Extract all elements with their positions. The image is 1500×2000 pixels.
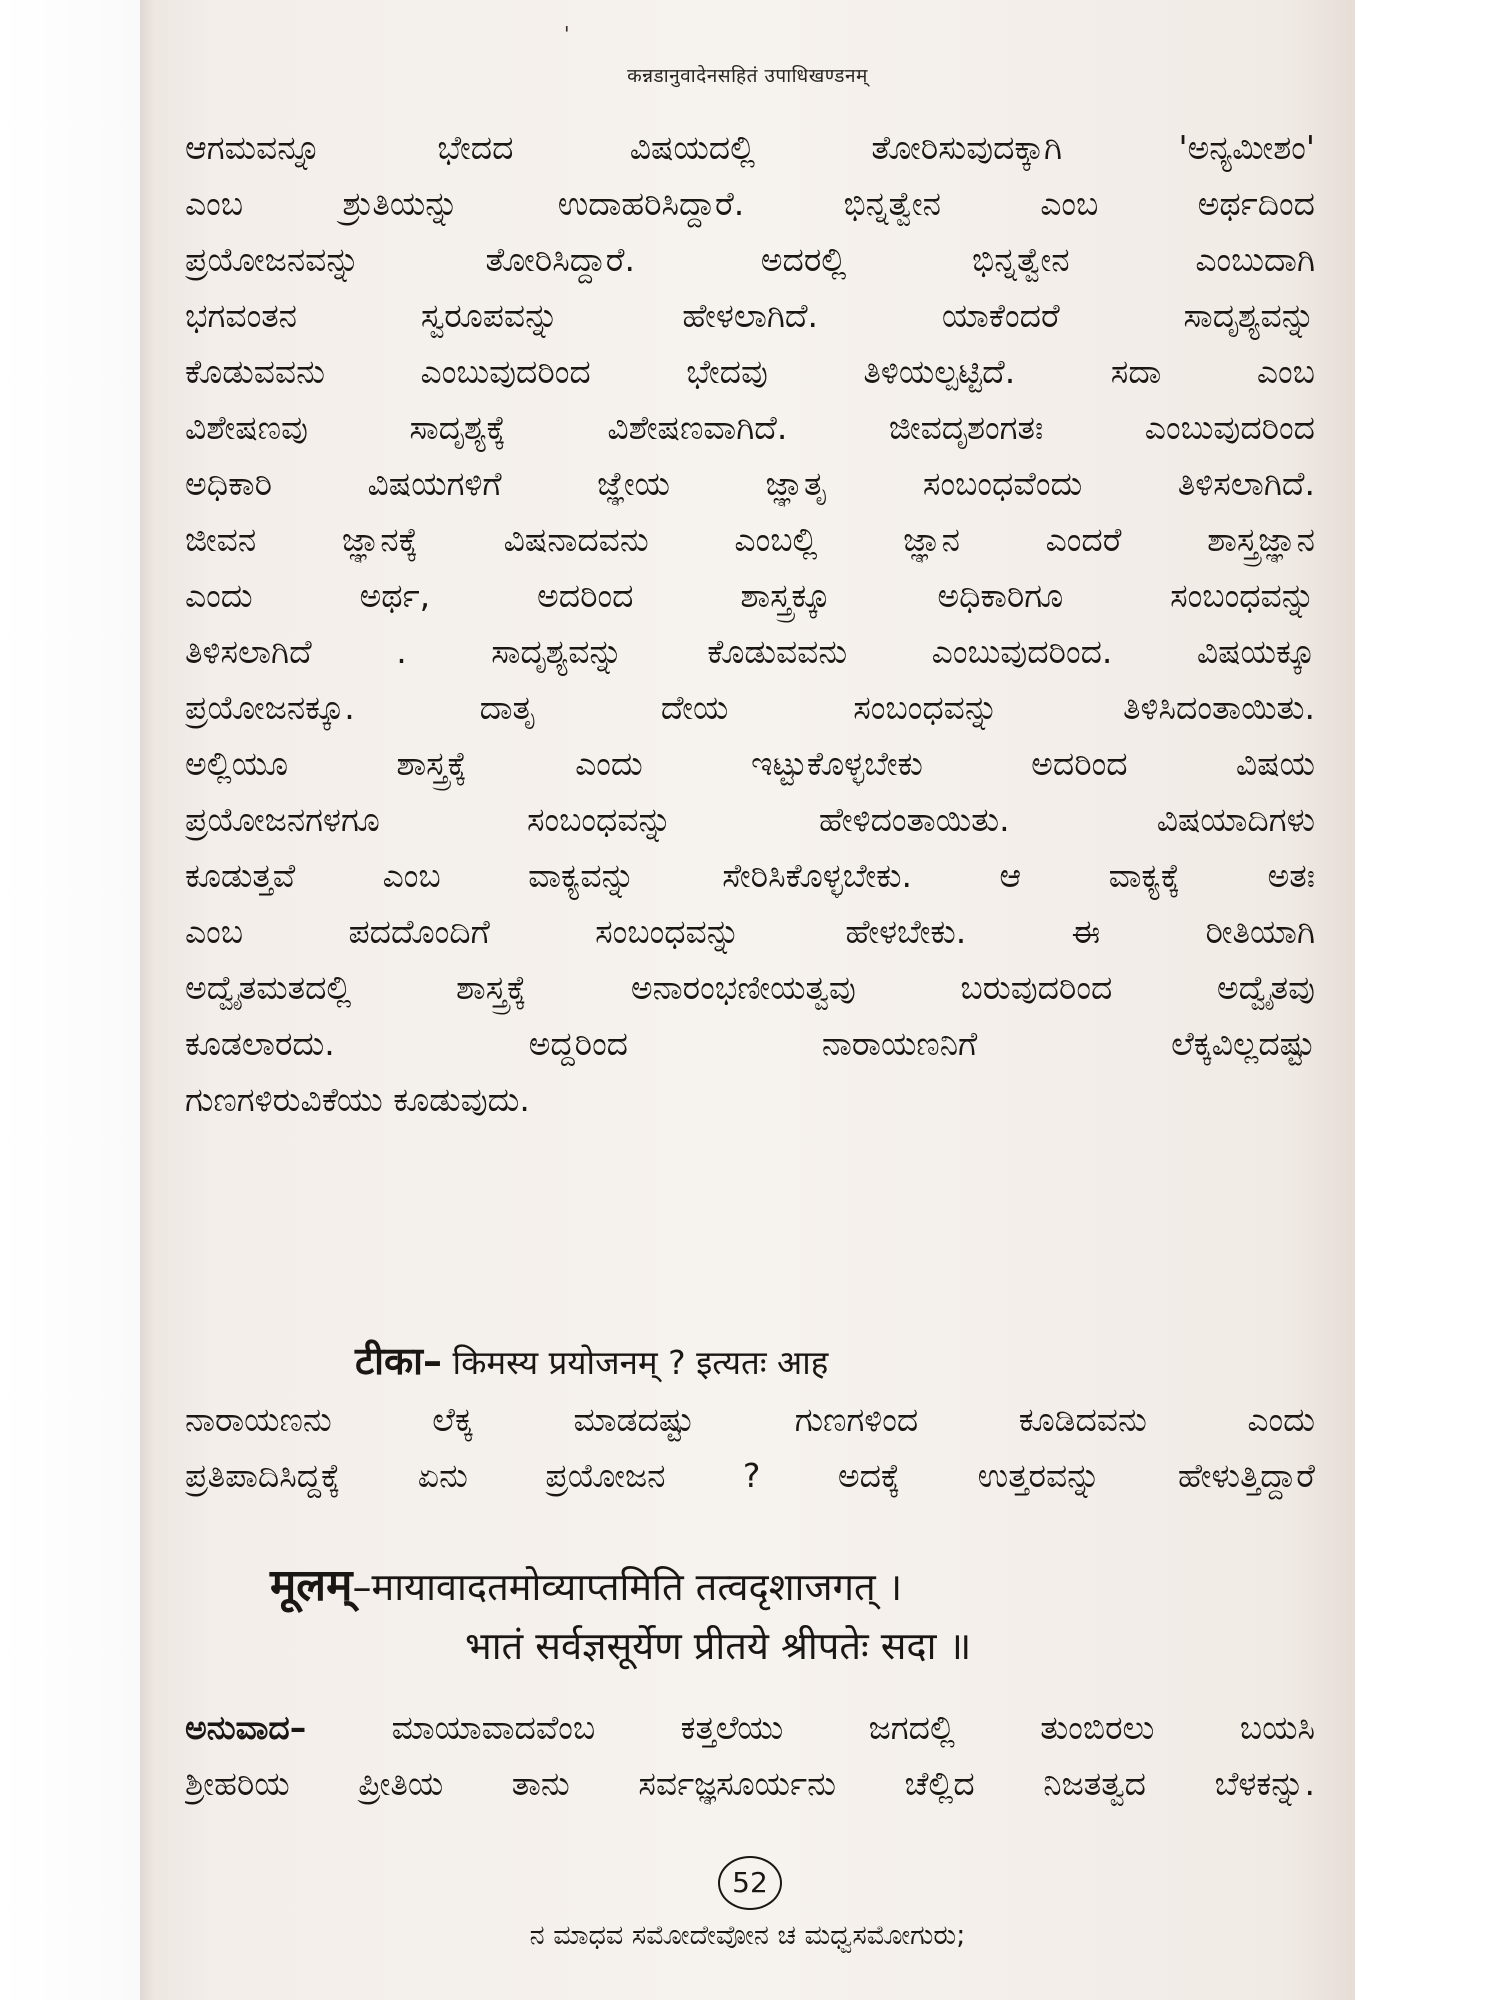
- mulam-verse-text-2: भातं सर्वज्ञसूर्येण प्रीतये श्रीपतेः सदा ॥: [465, 1624, 972, 1668]
- body-line: ಕೊಡುವವನು ಎಂಬುವುದರಿಂದ ಭೇದವು ತಿಳಿಯಲ್ಪಟ್ಟಿದೆ. ಸದಾ ಎಂಬ: [185, 352, 1315, 391]
- body-line: ಭಗವಂತನ ಸ್ವರೂಪವನ್ನು ಹೇಳಲಾಗಿದೆ. ಯಾಕೆಂದರೆ ಸಾದೃಶ್ಯವನ್ನು: [185, 296, 1315, 335]
- body-line: ತಿಳಿಸಲಾಗಿದೆ . ಸಾದೃಶ್ಯವನ್ನು ಕೊಡುವವನು ಎಂಬುವುದರಿಂದ. ವಿಷಯಕ್ಕೂ: [185, 632, 1315, 671]
- tika-section: [185, 1330, 1315, 1504]
- body-line: ಪ್ರಯೋಜನಕ್ಕೂ. ದಾತೃ ದೇಯ ಸಂಬಂಧವನ್ನು ತಿಳಿಸಿದಂತಾಯಿತು.: [185, 688, 1315, 727]
- body-line: ವಿಶೇಷಣವು ಸಾದೃಶ್ಯಕ್ಕೆ ವಿಶೇಷಣವಾಗಿದೆ. ಜೀವದೃಶಂಗತಃ ಎಂಬುವುದರಿಂದ: [185, 408, 1315, 447]
- commentary-body: [185, 120, 1315, 1128]
- tika-label: टीका–: [355, 1339, 443, 1383]
- body-line: ಎಂದು ಅರ್ಥ, ಅದರಿಂದ ಶಾಸ್ತ್ರಕ್ಕೂ ಅಧಿಕಾರಿಗೂ ಸಂಬಂಧವನ್ನು: [185, 576, 1315, 615]
- left-margin: [0, 0, 140, 2000]
- mulam-label: मूलम्: [270, 1560, 353, 1611]
- anuvada-text-1: ಮಾಯಾವಾದವೆಂಬ ಕತ್ತಲೆಯು ಜಗದಲ್ಲಿ ತುಂಬಿರಲು ಬಯಸಿ: [306, 1708, 1315, 1747]
- body-line: ಎಂಬ ಪದದೊಂದಿಗೆ ಸಂಬಂಧವನ್ನು ಹೇಳಬೇಕು. ಈ ರೀತಿಯಾಗಿ: [185, 912, 1315, 951]
- mulam-verse-text-1: –मायावादतमोव्याप्तमिति तत्वदृशाजगत् ।: [352, 1565, 903, 1609]
- running-header: कन्नडानुवादेनसहितं उपाधिखण्डनम्: [627, 65, 868, 87]
- body-line: ಕೂಡುತ್ತವೆ ಎಂಬ ವಾಕ್ಯವನ್ನು ಸೇರಿಸಿಕೊಳ್ಳಬೇಕು. ಆ ವಾಕ್ಯಕ್ಕೆ ಅತಃ: [185, 856, 1315, 895]
- header-mark: ': [564, 22, 570, 46]
- body-line: ಅದ್ವೈತಮತದಲ್ಲಿ ಶಾಸ್ತ್ರಕ್ಕೆ ಅನಾರಂಭಣೀಯತ್ವವು ಬರುವುದರಿಂದ ಅದ್ವೈತವು: [185, 968, 1315, 1007]
- mulam-line-1: [185, 1556, 1315, 1616]
- body-line: ಪ್ರಯೋಜನವನ್ನು ತೋರಿಸಿದ್ದಾರೆ. ಅದರಲ್ಲಿ ಭಿನ್ನತ್ವೇನ ಎಂಬುದಾಗಿ: [185, 240, 1315, 279]
- body-line: ಕೂಡಲಾರದು. ಅದ್ದರಿಂದ ನಾರಾಯಣನಿಗೆ ಲೆಕ್ಕವಿಲ್ಲದಷ್ಟು: [185, 1024, 1315, 1063]
- anuvada-text-2: ಶ್ರೀಹರಿಯ ಪ್ರೀತಿಯ ತಾನು ಸರ್ವಜ್ಞಸೂರ್ಯನು ಚೆಲ್ಲಿದ ನಿಜತತ್ವದ ಬೆಳಕನ್ನು.: [185, 1764, 1315, 1803]
- tika-kannada-line: ಪ್ರತಿಪಾದಿಸಿದ್ದಕ್ಕೆ ಏನು ಪ್ರಯೋಜನ ? ಅದಕ್ಕೆ ಉತ್ತರವನ್ನು ಹೇಳುತ್ತಿದ್ದಾರೆ: [185, 1456, 1315, 1495]
- anuvada-section: [185, 1700, 1315, 1812]
- tika-sanskrit: किमस्य प्रयोजनम् ? इत्यतः आह: [442, 1343, 829, 1382]
- anuvada-line-1: [185, 1700, 1315, 1756]
- body-line: ಜೀವನ ಜ್ಞಾನಕ್ಕೆ ವಿಷನಾದವನು ಎಂಬಲ್ಲಿ ಜ್ಞಾನ ಎಂದರೆ ಶಾಸ್ತ್ರಜ್ಞಾನ: [185, 520, 1315, 559]
- mulam-verse: [185, 1556, 1315, 1676]
- right-margin: [1355, 0, 1500, 2000]
- tika-kannada-line: ನಾರಾಯಣನು ಲೆಕ್ಕ ಮಾಡದಷ್ಟು ಗುಣಗಳಿಂದ ಕೂಡಿದವನು ಎಂದು: [185, 1400, 1315, 1439]
- body-line: ಅಲ್ಲಿಯೂ ಶಾಸ್ತ್ರಕ್ಕೆ ಎಂದು ಇಟ್ಟುಕೊಳ್ಳಬೇಕು ಅದರಿಂದ ವಿಷಯ: [185, 744, 1315, 783]
- page-number: 52: [718, 1856, 782, 1910]
- body-line: ಎಂಬ ಶ್ರುತಿಯನ್ನು ಉದಾಹರಿಸಿದ್ದಾರೆ. ಭಿನ್ನತ್ವೇನ ಎಂಬ ಅರ್ಥದಿಂದ: [185, 184, 1315, 223]
- footer-verse: ನ ಮಾಧವ ಸಮೋದೇವೋನ ಚ ಮಧ್ವಸಮೋಗುರು;: [529, 1920, 966, 1951]
- page-gutter-shadow: [140, 0, 154, 2000]
- body-line: ಆಗಮವನ್ನೂ ಭೇದದ ವಿಷಯದಲ್ಲಿ ತೋರಿಸುವುದಕ್ಕಾಗಿ 'ಅನ್ಯಮೀಶಂ': [185, 128, 1315, 167]
- body-line: ಅಧಿಕಾರಿ ವಿಷಯಗಳಿಗೆ ಜ್ಞೇಯ ಜ್ಞಾತೃ ಸಂಬಂಧವೆಂದು ತಿಳಿಸಲಾಗಿದೆ.: [185, 464, 1315, 503]
- body-line: ಪ್ರಯೋಜನಗಳಗೂ ಸಂಬಂಧವನ್ನು ಹೇಳಿದಂತಾಯಿತು. ವಿಷಯಾದಿಗಳು: [185, 800, 1315, 839]
- anuvada-label: ಅನುವಾದ–: [185, 1708, 307, 1747]
- body-line: ಗುಣಗಳಿರುವಿಕೆಯು ಕೂಡುವುದು.: [185, 1080, 530, 1119]
- book-page: [140, 0, 1355, 2000]
- tika-heading: [185, 1330, 1315, 1392]
